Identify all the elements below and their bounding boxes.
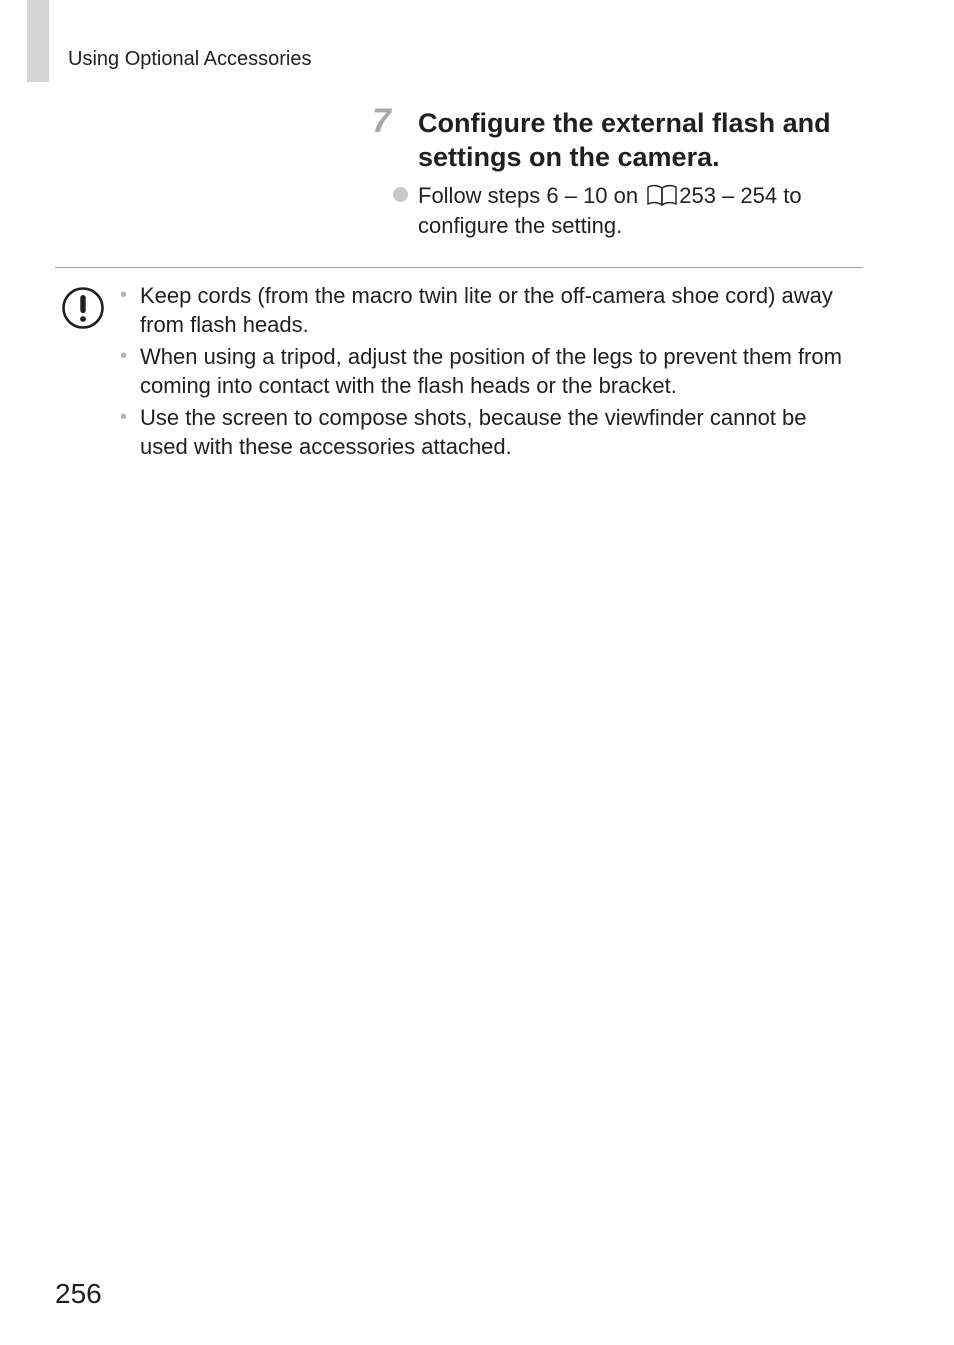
step-instruction-after: 253 – 254 to configure the setting.	[418, 183, 802, 238]
caution-text: Keep cords (from the macro twin lite or the off-camera shoe cord) away from flash heads.	[140, 283, 833, 337]
caution-item	[118, 281, 858, 339]
step-instruction	[418, 181, 858, 241]
page-number: 256	[55, 1278, 102, 1309]
caution-text: Use the screen to compose shots, because the viewfinder cannot be used with these accessories attached.	[140, 405, 807, 459]
book-icon	[646, 184, 678, 206]
bullet-dot-icon: •	[120, 406, 128, 428]
chapter-tab	[27, 0, 49, 82]
caution-icon	[61, 286, 105, 330]
caution-item	[118, 403, 858, 461]
bullet-dot-icon: •	[120, 284, 128, 306]
step-number: 7	[372, 102, 391, 140]
step-title: Configure the external flash and settings on the camera.	[418, 108, 831, 172]
bullet-dot-icon	[393, 187, 408, 202]
caution-item	[118, 342, 858, 400]
section-divider	[55, 267, 863, 268]
bullet-dot-icon: •	[120, 345, 128, 367]
step-instruction-before: Follow steps 6 – 10 on	[418, 183, 645, 208]
caution-list	[118, 281, 858, 464]
caution-text: When using a tripod, adjust the position of the legs to prevent them from coming into contact with the flash heads or the bracket.	[140, 344, 842, 398]
section-header: Using Optional Accessories	[68, 48, 312, 70]
